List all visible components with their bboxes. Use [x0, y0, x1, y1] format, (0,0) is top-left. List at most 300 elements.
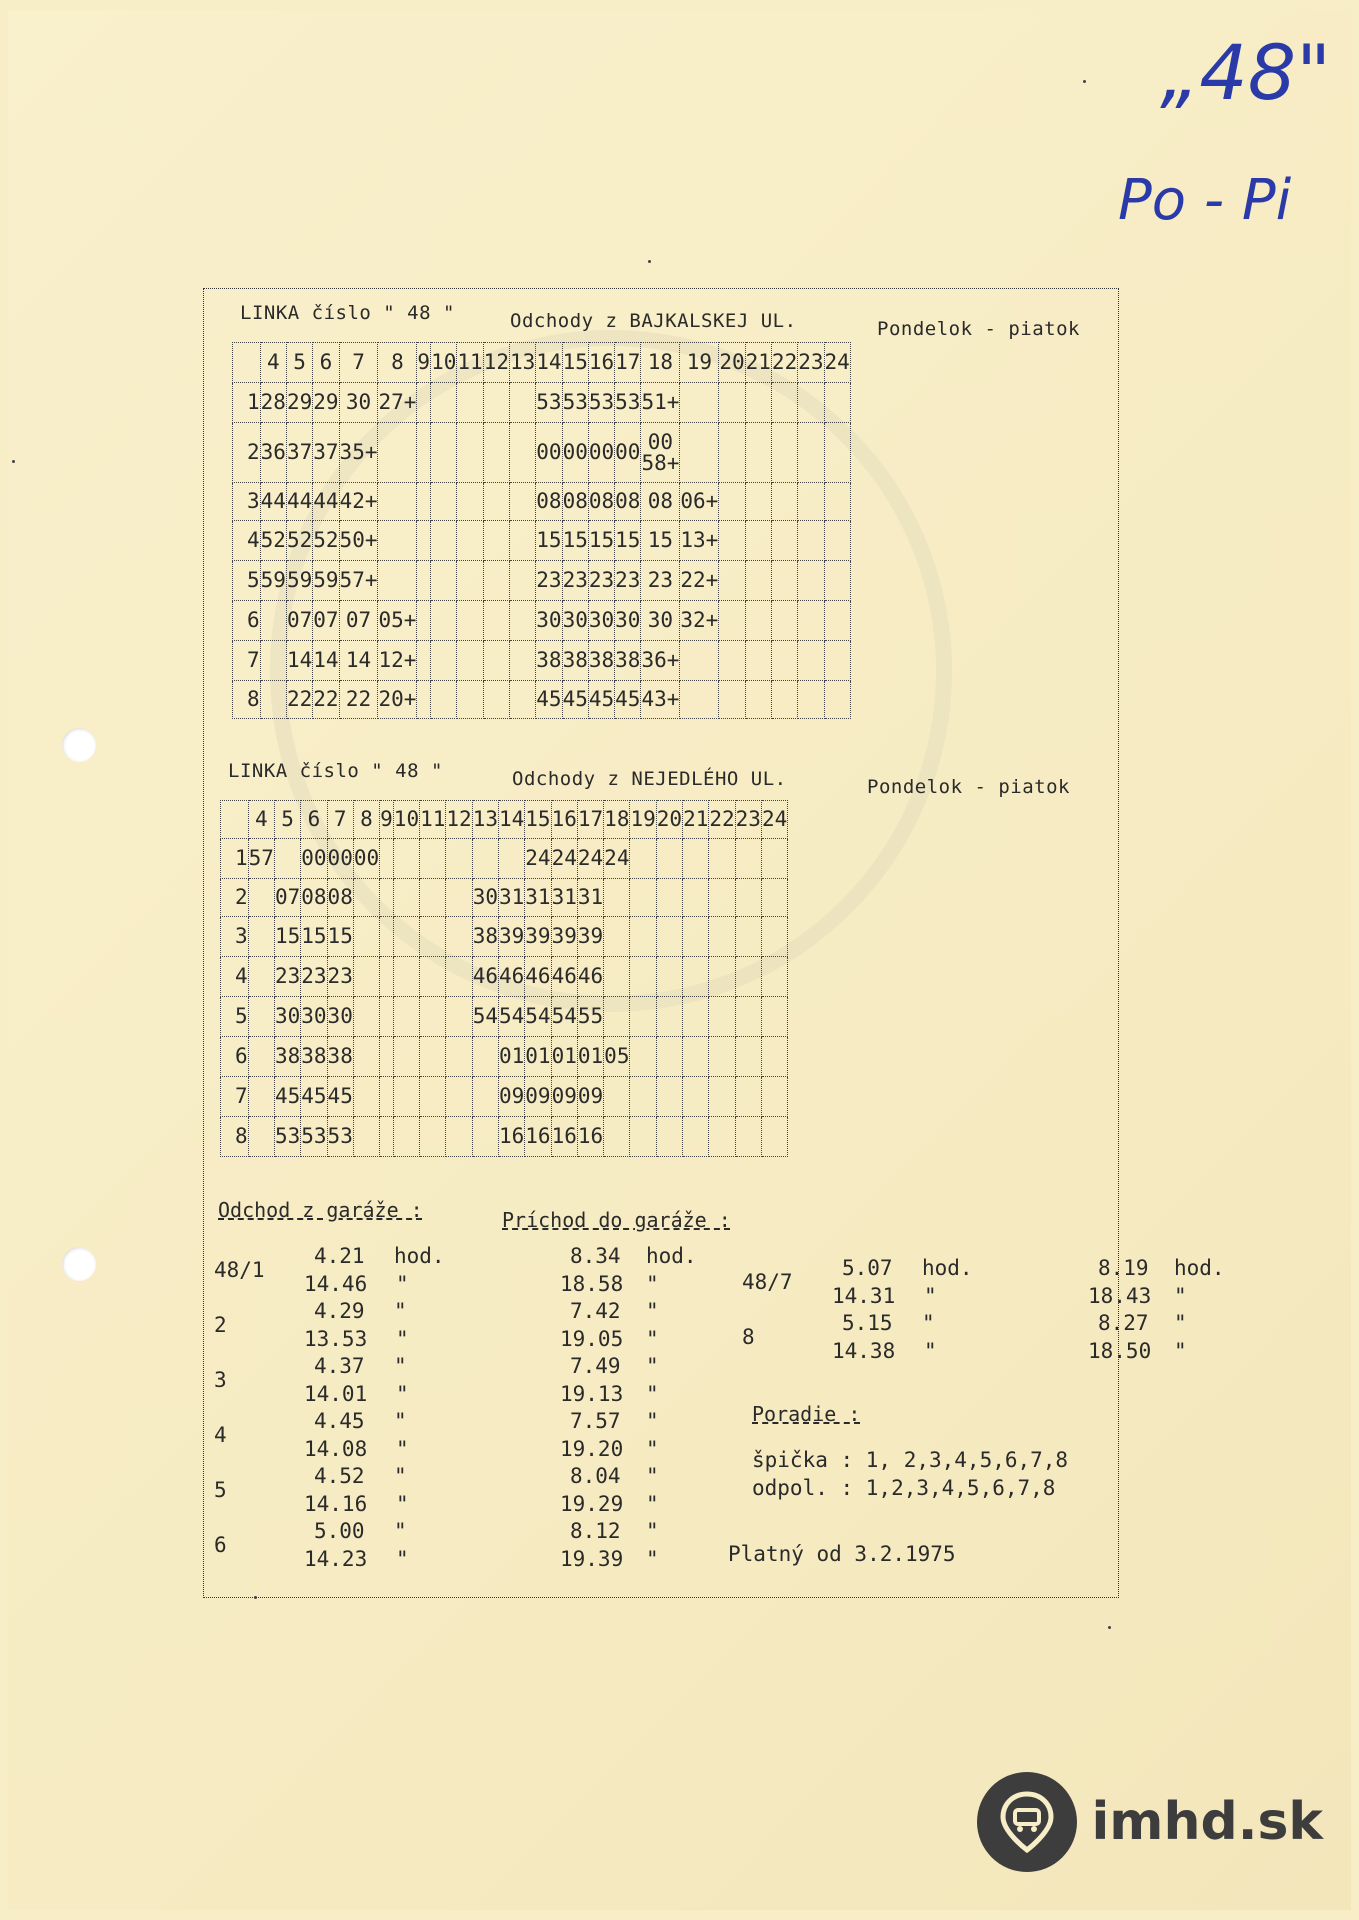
departure-minute-cell: 00 [588, 423, 614, 483]
hour-header-cell: 12 [483, 343, 509, 383]
departure-minute-cell: 15 [327, 917, 353, 957]
departure-minute-cell [248, 997, 274, 1037]
table2-grid [220, 800, 788, 1157]
speck [12, 460, 15, 463]
table-row [233, 521, 851, 561]
garage-arrival-time: 19.13 [560, 1382, 624, 1406]
departure-minute-cell [393, 957, 419, 997]
course-number-cell: 5 [221, 997, 249, 1037]
garage-arrival-title: Príchod do garáže : [502, 1208, 731, 1232]
departure-minute-cell [417, 681, 431, 719]
table-row [221, 879, 788, 917]
punch-hole-top [62, 728, 96, 762]
departure-minute-cell [630, 1037, 656, 1077]
departure-minute-cell: 23 [588, 561, 614, 601]
departure-minute-cell: 15 [588, 521, 614, 561]
course-number-cell: 8 [233, 681, 261, 719]
departure-minute-cell [680, 383, 719, 423]
garage-arrival-time: 18.50 [1088, 1339, 1152, 1363]
garage-course-label: 48/1 [214, 1258, 265, 1282]
departure-minute-cell [656, 997, 682, 1037]
departure-minute-cell [683, 1037, 709, 1077]
departure-minute-cell [380, 1117, 394, 1157]
order-peak: špička : 1, 2,3,4,5,6,7,8 [752, 1448, 1069, 1472]
departure-minute-cell: 53 [615, 383, 641, 423]
garage-unit: hod. [922, 1256, 973, 1280]
departure-minute-cell: 01 [551, 1037, 577, 1077]
hour-header-cell: 17 [615, 343, 641, 383]
departure-minute-cell: 31 [551, 879, 577, 917]
departure-minute-cell: 30 [615, 601, 641, 641]
departure-minute-cell: 00 [327, 839, 353, 879]
departure-minute-cell [446, 1077, 472, 1117]
departure-minute-cell [446, 957, 472, 997]
departure-minute-cell [420, 1117, 446, 1157]
departure-minute-cell [380, 879, 394, 917]
departure-minute-cell [709, 1117, 735, 1157]
departure-minute-cell: 15 [536, 521, 562, 561]
garage-course-label: 4 [214, 1423, 227, 1447]
departure-minute-cell [771, 561, 797, 601]
hour-header-cell: 18 [604, 801, 630, 839]
garage-unit: " [396, 1272, 409, 1296]
departure-minute-cell: 59 [260, 561, 286, 601]
garage-departure-time: 4.21 [314, 1244, 365, 1268]
garage-course-label: 3 [214, 1368, 227, 1392]
table-row [221, 1117, 788, 1157]
departure-minute-cell: 53 [301, 1117, 327, 1157]
hour-header-cell: 6 [301, 801, 327, 839]
departure-minute-cell [761, 957, 787, 997]
hour-header-cell: 23 [798, 343, 824, 383]
hour-header-cell: 5 [286, 343, 312, 383]
table1-days: Pondelok - piatok [877, 318, 1080, 340]
hour-header-cell: 6 [313, 343, 339, 383]
departure-minute-cell [260, 681, 286, 719]
departure-minute-cell [604, 917, 630, 957]
hour-header-cell: 4 [260, 343, 286, 383]
departure-minute-cell: 09 [551, 1077, 577, 1117]
garage-departure-time: 4.29 [314, 1299, 365, 1323]
garage-course-label: 6 [214, 1533, 227, 1557]
departure-minute-cell: 29 [286, 383, 312, 423]
departure-minute-cell [735, 1117, 761, 1157]
departure-minute-cell: 32+ [680, 601, 719, 641]
departure-minute-cell: 57+ [339, 561, 378, 601]
departure-minute-cell: 24 [551, 839, 577, 879]
departure-minute-cell [761, 1037, 787, 1077]
departure-minute-cell: 46 [577, 957, 603, 997]
garage-departure-time: 5.15 [842, 1311, 893, 1335]
departure-minute-cell [630, 879, 656, 917]
departure-minute-cell [431, 383, 457, 423]
departure-minute-cell: 38 [588, 641, 614, 681]
departure-minute-cell: 54 [525, 997, 551, 1037]
departure-minute-cell [446, 997, 472, 1037]
course-number-cell: 3 [233, 483, 261, 521]
departure-minute-cell [798, 383, 824, 423]
departure-minute-cell [709, 997, 735, 1037]
garage-unit: " [394, 1519, 407, 1543]
hour-header-cell: 14 [536, 343, 562, 383]
departure-minute-cell [735, 1037, 761, 1077]
departure-minute-cell: 46 [472, 957, 498, 997]
departure-minute-cell [274, 839, 300, 879]
garage-departure-time: 14.23 [304, 1547, 368, 1571]
table1-grid [232, 342, 851, 719]
departure-minute-cell: 30 [588, 601, 614, 641]
garage-unit: " [646, 1382, 659, 1406]
departure-minute-cell [709, 957, 735, 997]
departure-minute-cell: 38 [327, 1037, 353, 1077]
speck [1083, 80, 1086, 83]
departure-minute-cell: 38 [615, 641, 641, 681]
departure-minute-cell: 15 [274, 917, 300, 957]
departure-minute-cell: 01 [525, 1037, 551, 1077]
departure-minute-cell [417, 641, 431, 681]
departure-minute-cell: 07 [274, 879, 300, 917]
course-number-cell: 5 [233, 561, 261, 601]
departure-minute-cell [745, 641, 771, 681]
departure-minute-cell [604, 997, 630, 1037]
departure-minute-cell [498, 839, 524, 879]
course-number-cell: 2 [221, 879, 249, 917]
departure-minute-cell [509, 423, 535, 483]
departure-minute-cell: 08 [327, 879, 353, 917]
departure-minute-cell [735, 839, 761, 879]
departure-minute-cell [509, 483, 535, 521]
departure-minute-cell [248, 1077, 274, 1117]
departure-minute-cell [417, 601, 431, 641]
garage-unit: hod. [1174, 1256, 1225, 1280]
departure-minute-cell [683, 957, 709, 997]
departure-minute-cell: 38 [472, 917, 498, 957]
departure-minute-cell [656, 1077, 682, 1117]
departure-minute-cell [457, 601, 483, 641]
departure-minute-cell: 30 [562, 601, 588, 641]
course-number-cell: 1 [221, 839, 249, 879]
garage-unit: " [646, 1519, 659, 1543]
departure-minute-cell [735, 879, 761, 917]
garage-unit: " [1174, 1284, 1187, 1308]
departure-minute-cell [683, 839, 709, 879]
order-offpeak: odpol. : 1,2,3,4,5,6,7,8 [752, 1476, 1056, 1500]
departure-minute-cell [472, 1077, 498, 1117]
hour-header-cell: 9 [380, 801, 394, 839]
departure-minute-cell [457, 423, 483, 483]
departure-minute-cell [824, 601, 850, 641]
departure-minute-cell [378, 423, 417, 483]
departure-minute-cell [824, 383, 850, 423]
departure-minute-cell [771, 423, 797, 483]
departure-minute-cell: 45 [615, 681, 641, 719]
garage-departure-time: 14.01 [304, 1382, 368, 1406]
garage-unit: " [646, 1299, 659, 1323]
departure-minute-cell [630, 917, 656, 957]
departure-minute-cell [735, 1077, 761, 1117]
departure-minute-cell [683, 917, 709, 957]
departure-minute-cell: 43+ [641, 681, 680, 719]
hour-header-cell: 11 [457, 343, 483, 383]
departure-minute-cell [380, 917, 394, 957]
departure-minute-cell: 52 [260, 521, 286, 561]
departure-minute-cell [719, 521, 745, 561]
departure-minute-cell [745, 561, 771, 601]
departure-minute-cell [431, 601, 457, 641]
imhd-logo [977, 1772, 1323, 1872]
garage-unit: hod. [646, 1244, 697, 1268]
departure-minute-cell: 16 [525, 1117, 551, 1157]
garage-arrival-time: 8.34 [570, 1244, 621, 1268]
garage-unit: " [396, 1492, 409, 1516]
hour-header-cell: 15 [525, 801, 551, 839]
departure-minute-cell [630, 997, 656, 1037]
course-number-cell: 7 [233, 641, 261, 681]
departure-minute-cell [483, 561, 509, 601]
departure-minute-cell [798, 681, 824, 719]
departure-minute-cell [420, 1037, 446, 1077]
departure-minute-cell [735, 997, 761, 1037]
order-title: Poradie : [752, 1402, 861, 1426]
departure-minute-cell: 16 [551, 1117, 577, 1157]
departure-minute-cell: 08 [641, 483, 680, 521]
garage-unit: hod. [394, 1244, 445, 1268]
garage-unit: " [1174, 1311, 1187, 1335]
departure-minute-cell [417, 483, 431, 521]
departure-minute-cell: 14 [313, 641, 339, 681]
departure-minute-cell: 16 [498, 1117, 524, 1157]
departure-minute-cell [798, 483, 824, 521]
hour-header-cell: 19 [630, 801, 656, 839]
departure-minute-cell [656, 957, 682, 997]
hour-header-cell: 21 [683, 801, 709, 839]
course-number-cell: 3 [221, 917, 249, 957]
garage-departure-time: 5.00 [314, 1519, 365, 1543]
garage-arrival-time: 19.39 [560, 1547, 624, 1571]
departure-minute-cell [656, 917, 682, 957]
departure-minute-cell: 46 [525, 957, 551, 997]
departure-minute-cell: 37 [313, 423, 339, 483]
departure-minute-cell: 01 [577, 1037, 603, 1077]
departure-minute-cell: 39 [577, 917, 603, 957]
departure-minute-cell [446, 839, 472, 879]
hour-header-cell: 10 [431, 343, 457, 383]
departure-minute-cell [604, 879, 630, 917]
departure-minute-cell [420, 879, 446, 917]
departure-minute-cell: 39 [498, 917, 524, 957]
departure-minute-cell [353, 957, 379, 997]
garage-arrival-time: 7.49 [570, 1354, 621, 1378]
departure-minute-cell [457, 641, 483, 681]
hour-header-cell: 20 [656, 801, 682, 839]
departure-minute-cell: 22 [339, 681, 378, 719]
table-row [221, 1037, 788, 1077]
table1-direction: Odchody z BAJKALSKEJ UL. [510, 310, 797, 332]
departure-minute-cell [798, 641, 824, 681]
departure-minute-cell: 15 [615, 521, 641, 561]
departure-minute-cell: 59 [313, 561, 339, 601]
table-row [233, 561, 851, 601]
hour-header-cell: 5 [274, 801, 300, 839]
departure-minute-cell: 23 [562, 561, 588, 601]
departure-minute-cell [380, 1077, 394, 1117]
departure-minute-cell [431, 561, 457, 601]
departure-minute-cell [393, 879, 419, 917]
departure-minute-cell: 27+ [378, 383, 417, 423]
garage-course-label: 48/7 [742, 1270, 793, 1294]
departure-minute-cell [656, 879, 682, 917]
garage-departure-time: 13.53 [304, 1327, 368, 1351]
departure-minute-cell: 24 [577, 839, 603, 879]
hour-header-cell: 22 [771, 343, 797, 383]
departure-minute-cell [798, 423, 824, 483]
garage-unit: " [646, 1354, 659, 1378]
departure-minute-cell [656, 839, 682, 879]
garage-departure-time: 14.31 [832, 1284, 896, 1308]
garage-course-label: 5 [214, 1478, 227, 1502]
departure-minute-cell [771, 521, 797, 561]
handwritten-days: Po - Pi [1118, 168, 1292, 233]
table2-days: Pondelok - piatok [867, 776, 1070, 798]
departure-minute-cell: 23 [536, 561, 562, 601]
departure-minute-cell [745, 521, 771, 561]
departure-minute-cell [719, 423, 745, 483]
departure-minute-cell: 50+ [339, 521, 378, 561]
garage-course-label: 2 [214, 1313, 227, 1337]
departure-minute-cell [248, 957, 274, 997]
departure-minute-cell: 53 [562, 383, 588, 423]
garage-unit: " [396, 1547, 409, 1571]
departure-minute-cell: 08 [301, 879, 327, 917]
speck [1108, 1626, 1111, 1629]
departure-minute-cell: 22+ [680, 561, 719, 601]
departure-minute-cell [483, 641, 509, 681]
departure-minute-cell: 38 [274, 1037, 300, 1077]
departure-minute-cell: 00 [353, 839, 379, 879]
departure-minute-cell [745, 483, 771, 521]
departure-minute-cell: 30 [339, 383, 378, 423]
departure-minute-cell [509, 601, 535, 641]
departure-minute-cell [824, 641, 850, 681]
departure-minute-cell [771, 641, 797, 681]
departure-minute-cell [683, 1077, 709, 1117]
garage-arrival-time: 18.58 [560, 1272, 624, 1296]
departure-minute-cell [393, 1077, 419, 1117]
departure-minute-cell [431, 681, 457, 719]
departure-minute-cell: 31 [498, 879, 524, 917]
garage-unit: " [394, 1299, 407, 1323]
departure-minute-cell: 12+ [378, 641, 417, 681]
departure-minute-cell: 52 [286, 521, 312, 561]
departure-minute-cell: 44 [260, 483, 286, 521]
departure-minute-cell [604, 1077, 630, 1117]
departure-minute-cell: 37 [286, 423, 312, 483]
departure-minute-cell: 09 [577, 1077, 603, 1117]
departure-minute-cell: 00 [615, 423, 641, 483]
departure-minute-cell [446, 1117, 472, 1157]
departure-minute-cell [380, 839, 394, 879]
garage-unit: " [646, 1272, 659, 1296]
departure-minute-cell [393, 997, 419, 1037]
departure-minute-cell [378, 561, 417, 601]
departure-minute-cell [457, 383, 483, 423]
departure-minute-cell [248, 879, 274, 917]
hour-header-cell: 7 [327, 801, 353, 839]
departure-minute-cell: 23 [301, 957, 327, 997]
departure-minute-cell [761, 879, 787, 917]
departure-minute-cell [417, 561, 431, 601]
departure-minute-cell [431, 483, 457, 521]
punch-hole-bottom [62, 1247, 96, 1281]
hour-header-cell: 15 [562, 343, 588, 383]
departure-minute-cell [509, 383, 535, 423]
hour-header-cell: 8 [353, 801, 379, 839]
departure-minute-cell: 51+ [641, 383, 680, 423]
departure-minute-cell [393, 1117, 419, 1157]
garage-arrival-time: 8.04 [570, 1464, 621, 1488]
departure-minute-cell: 15 [301, 917, 327, 957]
departure-minute-cell: 46 [498, 957, 524, 997]
departure-minute-cell [630, 1077, 656, 1117]
departure-minute-cell: 07 [339, 601, 378, 641]
departure-minute-cell [417, 521, 431, 561]
garage-arrival-time: 7.42 [570, 1299, 621, 1323]
departure-minute-cell [771, 383, 797, 423]
departure-minute-cell [656, 1037, 682, 1077]
departure-minute-cell: 07 [313, 601, 339, 641]
departure-minute-cell [380, 1037, 394, 1077]
departure-minute-cell [761, 917, 787, 957]
departure-minute-cell [630, 1117, 656, 1157]
departure-minute-cell [719, 681, 745, 719]
course-number-cell: 6 [233, 601, 261, 641]
departure-minute-cell: 24 [525, 839, 551, 879]
departure-minute-cell: 53 [536, 383, 562, 423]
departure-minute-cell [472, 839, 498, 879]
departure-minute-cell [771, 681, 797, 719]
departure-minute-cell: 30 [472, 879, 498, 917]
garage-course-label: 8 [742, 1325, 755, 1349]
departure-minute-cell [420, 839, 446, 879]
departure-minute-cell [656, 1117, 682, 1157]
course-number-cell: 4 [221, 957, 249, 997]
departure-minute-cell: 31 [525, 879, 551, 917]
valid-from: Platný od 3.2.1975 [728, 1542, 956, 1566]
table-row [233, 383, 851, 423]
hour-header-cell: 20 [719, 343, 745, 383]
departure-minute-cell [824, 561, 850, 601]
departure-minute-cell [680, 423, 719, 483]
departure-minute-cell [719, 561, 745, 601]
course-number-cell: 6 [221, 1037, 249, 1077]
departure-minute-cell [761, 1077, 787, 1117]
departure-minute-cell [824, 681, 850, 719]
table2-title: LINKA číslo " 48 " [228, 760, 443, 782]
departure-minute-cell [417, 423, 431, 483]
departure-minute-cell [248, 1117, 274, 1157]
departure-minute-cell: 29 [313, 383, 339, 423]
departure-minute-cell: 00 [536, 423, 562, 483]
garage-arrival-time: 19.29 [560, 1492, 624, 1516]
handwritten-line-number: „48" [1160, 28, 1332, 117]
departure-minute-cell [683, 879, 709, 917]
departure-minute-cell: 28 [260, 383, 286, 423]
garage-arrival-time: 8.27 [1098, 1311, 1149, 1335]
hour-header-cell: 17 [577, 801, 603, 839]
garage-unit: " [924, 1339, 937, 1363]
departure-minute-cell [709, 879, 735, 917]
departure-minute-cell [483, 681, 509, 719]
